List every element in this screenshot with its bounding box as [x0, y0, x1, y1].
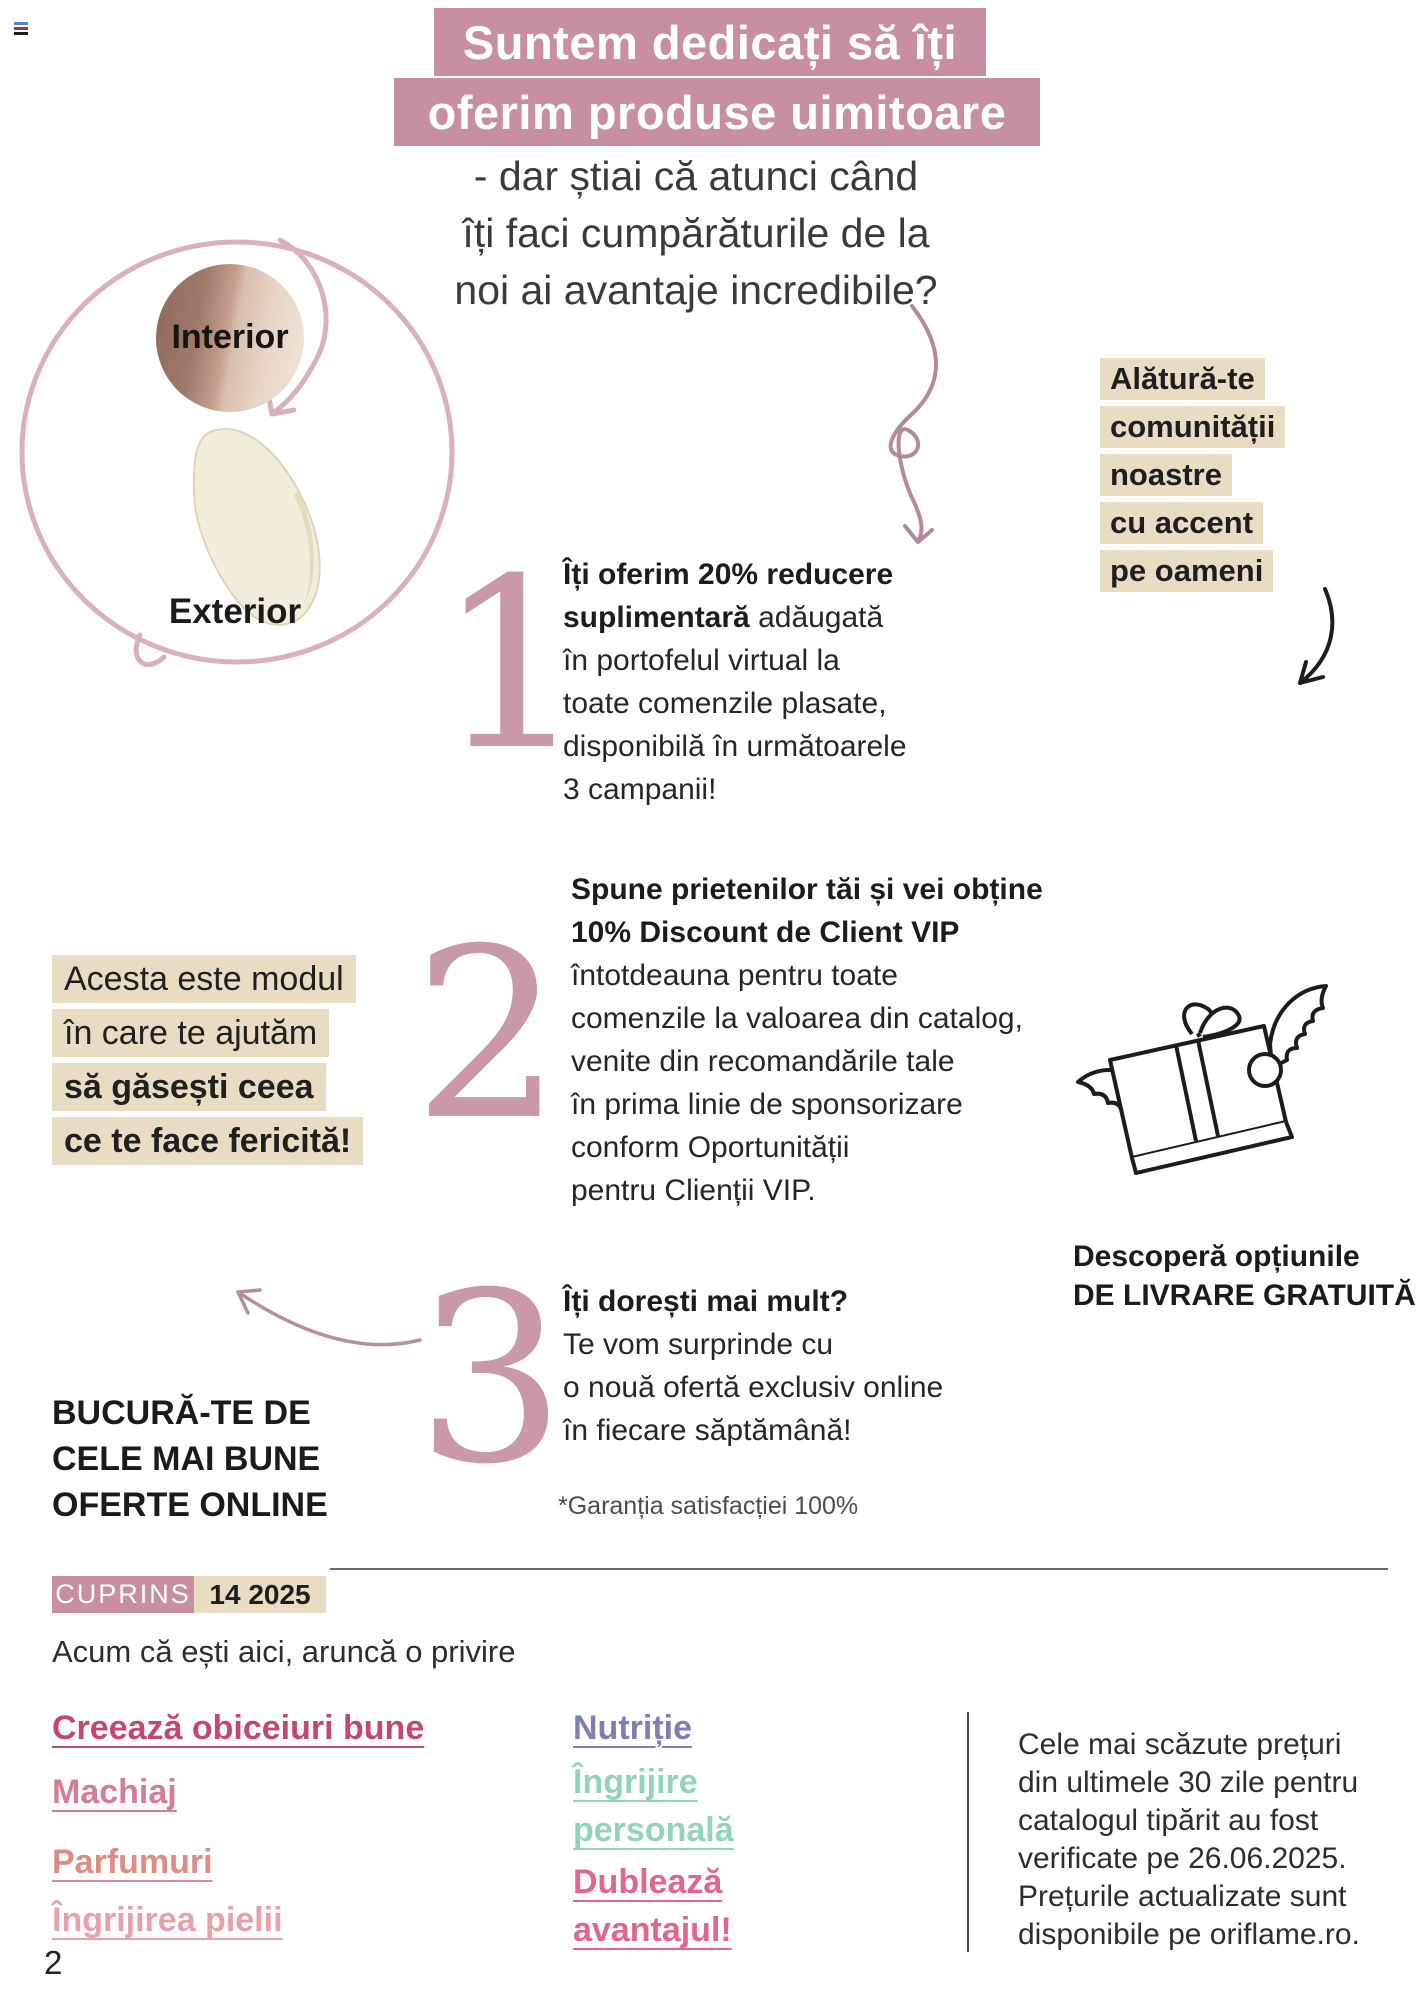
guarantee-footnote: *Garanția satisfacției 100% — [558, 1492, 859, 1520]
online-line: BUCURĂ-TE DE — [52, 1394, 311, 1432]
benefit-1-text — [563, 553, 907, 811]
benefit-2-line: pentru Clienții VIP. — [571, 1174, 816, 1207]
curve-arrow-icon — [222, 1280, 427, 1355]
subhead-line: - dar știai că atunci când — [473, 153, 919, 199]
benefit-2-line: în prima linie de sponsorizare — [571, 1088, 963, 1121]
online-line: CELE MAI BUNE — [52, 1440, 321, 1478]
benefit-3-line: în fiecare săptămână! — [563, 1414, 852, 1447]
headline-line-1: Suntem dedicați să îți — [462, 15, 958, 69]
benefit-3-line: o nouă ofertă exclusiv online — [563, 1371, 944, 1404]
subhead-line: noi ai avantaje incredibile? — [454, 267, 938, 313]
divider-line — [330, 1568, 1388, 1570]
online-line: OFERTE ONLINE — [52, 1486, 328, 1524]
benefit-2-line: conform Oportunității — [571, 1131, 850, 1164]
help-note-line: ce te face fericită! — [52, 1117, 363, 1165]
delivery-line: Descoperă opțiunile — [1073, 1240, 1360, 1273]
community-line: pe oameni — [1100, 550, 1273, 592]
online-offers-note — [52, 1390, 328, 1528]
price-note-line: disponibile pe oriflame.ro. — [1018, 1918, 1360, 1951]
benefit-1-line: 3 campanii! — [563, 773, 717, 806]
benefit-2-line: întotdeauna pentru toate — [571, 959, 898, 992]
benefit-1-line: disponibilă în următoarele — [563, 730, 907, 763]
price-verification-note — [1018, 1726, 1360, 1954]
benefit-2-line: comenzile la valoarea din catalog, — [571, 1002, 1023, 1035]
benefit-number-1: 1 — [437, 529, 587, 802]
benefit-1-line: suplimentară adăugată — [563, 601, 884, 634]
toc-link-fragrance[interactable]: Parfumuri — [52, 1843, 213, 1881]
benefit-3-line: Îți dorești mai mult? — [563, 1285, 849, 1318]
toc-link-makeup[interactable]: Machiaj — [52, 1773, 177, 1811]
benefit-1-line: Îți oferim 20% reducere — [563, 558, 894, 591]
community-note — [1100, 358, 1285, 598]
toc-heading: CUPRINS — [52, 1576, 194, 1613]
toc-link-personal-care[interactable]: Îngrijire personală — [573, 1763, 734, 1849]
price-note-line: Cele mai scăzute prețuri — [1018, 1728, 1342, 1761]
vertical-divider — [967, 1712, 969, 1952]
flying-gift-illustration — [1072, 982, 1352, 1197]
benefit-2-line: 10% Discount de Client VIP — [571, 916, 960, 949]
benefit-2-line: Spune prietenilor tăi și vei obține — [571, 873, 1043, 906]
community-line: Alătură-te — [1100, 358, 1265, 400]
benefit-3-text — [563, 1280, 943, 1452]
benefit-2-line: venite din recomandările tale — [571, 1045, 955, 1078]
community-line: cu accent — [1100, 502, 1263, 544]
help-note-line: în care te ajutăm — [52, 1009, 329, 1057]
benefit-number-3: 3 — [416, 1243, 566, 1516]
headline-line-2: oferim produse uimitoare — [427, 85, 1007, 139]
subhead-line: îți faci cumpărăturile de la — [462, 210, 930, 256]
toc-edition-badge: 14 2025 — [194, 1576, 326, 1613]
price-note-line: verificate pe 26.06.2025. — [1018, 1842, 1347, 1875]
benefit-1-line: în portofelul virtual la — [563, 644, 840, 677]
help-note-line: să găsești ceea — [52, 1063, 326, 1111]
price-note-line: catalogul tipărit au fost — [1018, 1804, 1319, 1837]
help-note-line: Acesta este modul — [52, 955, 356, 1003]
benefit-3-line: Te vom surprinde cu — [563, 1328, 834, 1361]
interior-label: Interior — [171, 318, 289, 356]
exterior-label: Exterior — [168, 592, 302, 631]
toc-link-habits[interactable]: Creează obiceiuri bune — [52, 1709, 425, 1747]
benefit-number-2: 2 — [413, 899, 563, 1172]
toc-intro-text: Acum că ești aici, aruncă o privire — [52, 1634, 516, 1669]
headline-highlight-1 — [434, 8, 986, 76]
free-delivery-note — [1073, 1237, 1418, 1315]
toc-link-nutrition[interactable]: Nutriție — [573, 1709, 692, 1747]
menu-icon[interactable] — [14, 22, 30, 40]
page-number: 2 — [44, 1944, 63, 1981]
delivery-line: DE LIVRARE GRATUITĂ — [1073, 1279, 1416, 1312]
benefit-2-text — [571, 868, 1043, 1212]
help-note — [52, 955, 363, 1171]
price-note-line: Prețurile actualizate sunt — [1018, 1880, 1347, 1913]
headline-highlight-2 — [394, 78, 1040, 146]
toc-link-skincare[interactable]: Îngrijirea pielii — [52, 1901, 283, 1939]
price-note-line: din ultimele 30 zile pentru — [1018, 1766, 1359, 1799]
community-line: comunității — [1100, 406, 1285, 448]
benefit-1-line: toate comenzile plasate, — [563, 687, 887, 720]
toc-link-double-advantage[interactable]: Dublează avantajul! — [573, 1863, 732, 1949]
loop-arrow-icon — [872, 302, 982, 567]
community-line: noastre — [1100, 454, 1232, 496]
down-arrow-icon — [1280, 583, 1340, 695]
